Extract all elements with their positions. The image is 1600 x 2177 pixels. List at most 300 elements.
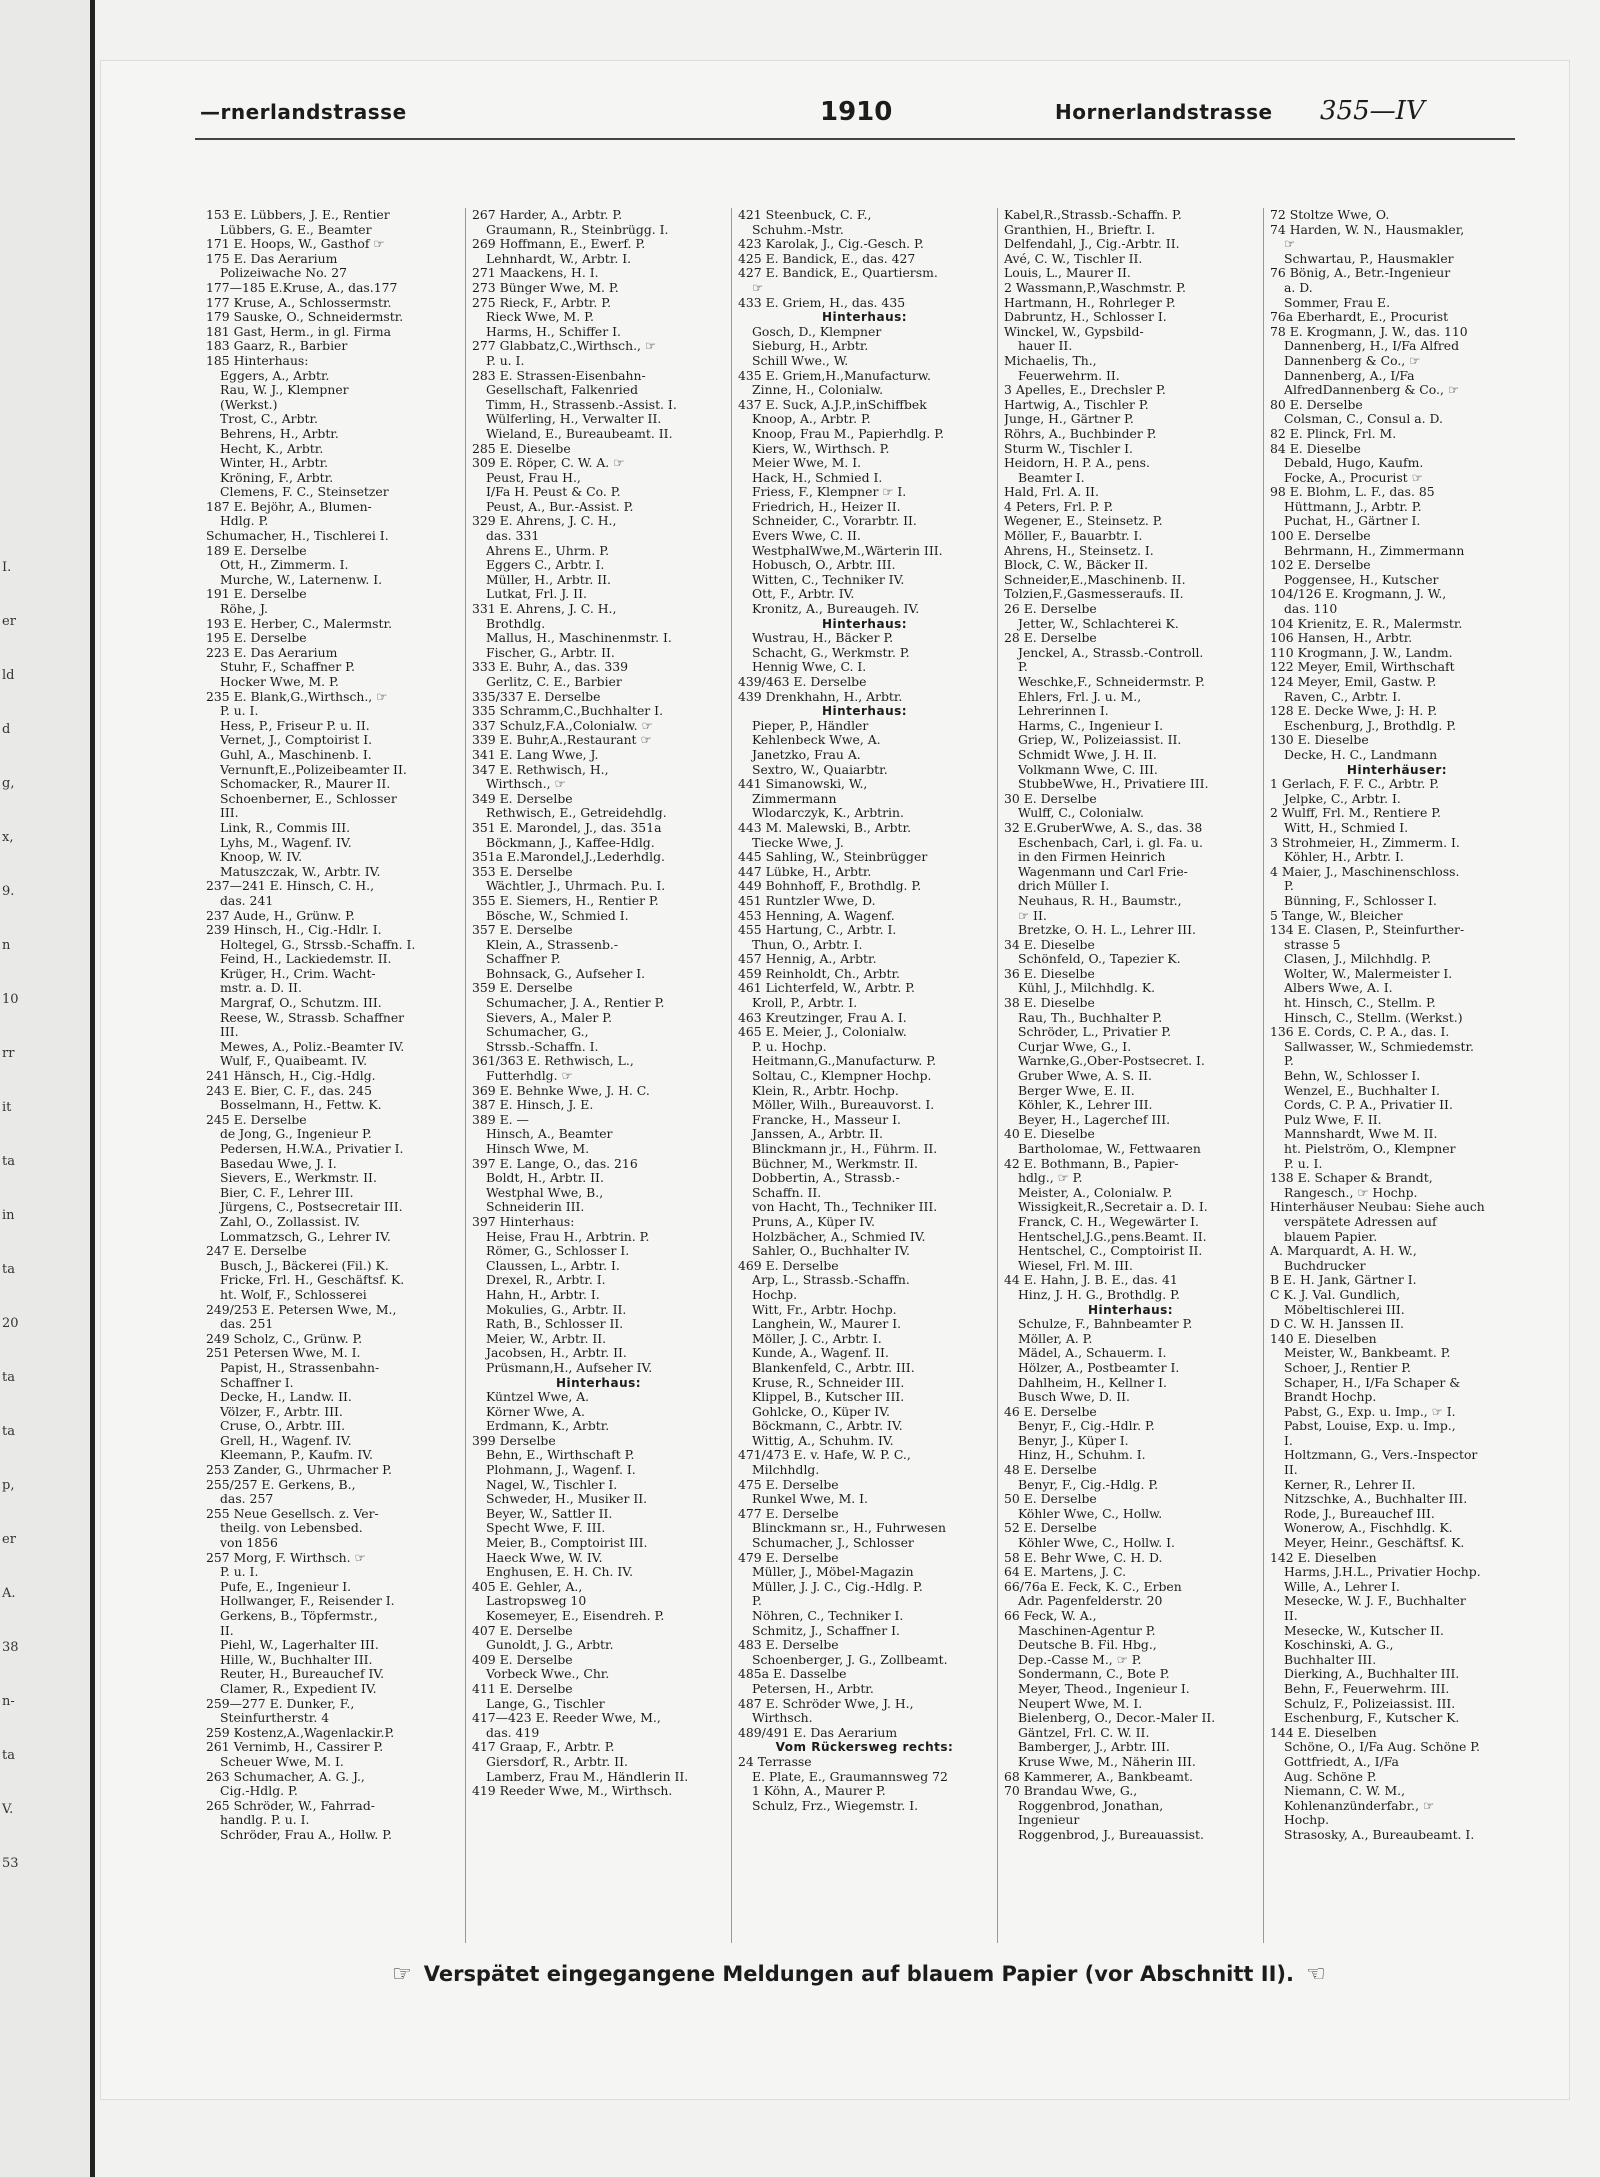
directory-entry: 409 E. Derselbe (472, 1652, 573, 1667)
directory-entry: Kohlenanzünderfabr., ☞ (1284, 1798, 1435, 1813)
directory-entry: Rath, B., Schlosser II. (486, 1317, 624, 1332)
directory-entry: Meister, A., Colonialw. P. (1018, 1185, 1173, 1200)
directory-entry: 443 M. Malewski, B., Arbtr. (738, 820, 912, 835)
directory-entry: Witt, Fr., Arbtr. Hochp. (752, 1302, 897, 1317)
directory-entry: 273 Bünger Wwe, M. P. (472, 280, 619, 295)
directory-entry: Rau, W. J., Klempner (220, 383, 349, 398)
directory-entry: Schneider,E.,Maschinenb. II. (1004, 572, 1186, 587)
directory-entry: Holzbächer, A., Schmied IV. (752, 1229, 926, 1244)
directory-entry: Pabst, Louise, Exp. u. Imp., (1284, 1419, 1456, 1434)
directory-entry: Zahl, O., Zollassist. IV. (220, 1214, 360, 1229)
directory-entry: Schweder, H., Musiker II. (486, 1492, 648, 1507)
directory-entry: 247 E. Derselbe (206, 1244, 307, 1259)
directory-entry: handlg. P. u. I. (220, 1813, 310, 1828)
directory-entry: Meier, W., Arbtr. II. (486, 1331, 607, 1346)
directory-entry: Hennig Wwe, C. I. (752, 660, 867, 675)
directory-entry: Strssb.-Schaffn. I. (486, 1039, 599, 1054)
directory-entry: de Jong, G., Ingenieur P. (220, 1127, 372, 1142)
directory-entry: 70 Brandau Wwe, G., (1004, 1784, 1138, 1799)
directory-entry: Eggers, A., Arbtr. (220, 368, 330, 383)
directory-entry: Möller, Wilh., Bureauvorst. I. (752, 1098, 935, 1113)
directory-entry: Neupert Wwe, M. I. (1018, 1696, 1143, 1711)
directory-entry: Sommer, Frau E. (1284, 295, 1391, 310)
directory-entry: Arp, L., Strassb.-Schaffn. (752, 1273, 910, 1288)
directory-entry: 277 Glabbatz,C.,Wirthsch., ☞ (472, 339, 657, 354)
directory-entry: Hocker Wwe, M. P. (220, 675, 339, 689)
page-header (100, 96, 1540, 136)
directory-entry: Warnke,G.,Ober-Postsecret. I. (1018, 1054, 1205, 1069)
directory-entry: Cruse, O., Arbtr. III. (220, 1419, 346, 1434)
directory-entry: 175 E. Das Aerarium (206, 251, 338, 266)
directory-entry: 427 E. Bandick, E., Quartiersm. (738, 266, 938, 281)
directory-entry: Müller, H., Arbtr. II. (486, 572, 611, 587)
directory-entry: 463 Kreutzinger, Frau A. I. (738, 1010, 907, 1025)
edge-fragment: n- (2, 1694, 15, 1709)
directory-entry: Küntzel Wwe, A. (486, 1390, 590, 1405)
directory-entry: 353 E. Derselbe (472, 864, 573, 879)
street-name-right: Hornerlandstrasse (1055, 100, 1273, 124)
directory-entry: Nitzschke, A., Buchhalter III. (1284, 1492, 1468, 1507)
directory-entry: Friess, F., Klempner ☞ I. (752, 485, 907, 500)
directory-entry: 239 Hinsch, H., Cig.-Hdlr. I. (206, 923, 382, 938)
directory-entry: Lübbers, G. E., Beamter (220, 222, 372, 237)
pointing-hand-left-icon: ☜ (1305, 1962, 1326, 1987)
directory-entry: Eggers C., Arbtr. I. (486, 558, 605, 573)
edge-fragment: 20 (2, 1316, 19, 1331)
directory-entry: 249 Scholz, C., Grünw. P. (206, 1331, 363, 1346)
directory-entry: Hess, P., Friseur P. u. II. (220, 718, 370, 733)
directory-entry: Blinckmann sr., H., Fuhrwesen (752, 1521, 946, 1536)
directory-entry: Roggenbrod, J., Bureauassist. (1018, 1827, 1204, 1842)
directory-entry: Völzer, F., Arbtr. III. (220, 1404, 343, 1419)
directory-entry: 269 Hoffmann, E., Ewerf. P. (472, 237, 646, 252)
directory-entry: 38 E. Dieselbe (1004, 996, 1095, 1011)
directory-entry: 275 Rieck, F., Arbtr. P. (472, 295, 612, 310)
directory-entry: ht. Hinsch, C., Stellm. P. (1284, 996, 1436, 1011)
directory-entry: Wissigkeit,R.,Secretair a. D. I. (1018, 1200, 1208, 1215)
directory-entry: Clemens, F. C., Steinsetzer (220, 485, 389, 500)
directory-entry: 389 E. — (472, 1112, 529, 1127)
directory-entry: Rangesch., ☞ Hochp. (1284, 1185, 1418, 1200)
directory-entry: das. 251 (220, 1317, 274, 1332)
directory-entry: von Hacht, Th., Techniker III. (752, 1200, 938, 1215)
directory-entry: 223 E. Das Aerarium (206, 645, 338, 660)
directory-entry: 435 E. Griem,H.,Manufacturw. (738, 368, 931, 383)
directory-entry: Schulz, F., Polizeiassist. III. (1284, 1696, 1456, 1711)
directory-entry: Enghusen, E. H. Ch. IV. (486, 1565, 634, 1580)
directory-entry: 237—241 E. Hinsch, C. H., (206, 879, 375, 894)
header-rule (195, 138, 1515, 140)
directory-entry: Block, C. W., Bäcker II. (1004, 558, 1149, 573)
directory-entry: Behn, F., Feuerwehrm. III. (1284, 1681, 1450, 1696)
directory-entry: Bielenberg, O., Decor.-Maler II. (1018, 1711, 1216, 1726)
directory-entry: 441 Simanowski, W., (738, 777, 868, 792)
directory-entry: Ingenieur (1018, 1813, 1080, 1828)
directory-entry: 48 E. Derselbe (1004, 1463, 1097, 1478)
directory-entry: Röhrs, A., Buchbinder P. (1004, 426, 1157, 441)
directory-entry: Sievers, E., Werkmstr. II. (220, 1171, 377, 1186)
directory-entry: Dierking, A., Buchhalter III. (1284, 1667, 1460, 1682)
directory-entry: Dannenberg, H., I/Fa Alfred (1284, 339, 1460, 354)
directory-entry: Krüger, H., Crim. Wacht- (220, 966, 376, 981)
directory-entry: 425 E. Bandick, E., das. 427 (738, 251, 916, 266)
directory-entry: 26 E. Derselbe (1004, 602, 1097, 617)
directory-entry: 489/491 E. Das Aerarium (738, 1725, 898, 1740)
directory-entry: ☞ (752, 280, 764, 295)
directory-entry: Eschenburg, J., Brothdlg. P. (1284, 718, 1457, 733)
directory-entry: Murche, W., Laternenw. I. (220, 572, 383, 587)
directory-entry: Piehl, W., Lagerhalter III. (220, 1638, 379, 1653)
directory-entry: Futterhdlg. ☞ (486, 1069, 573, 1084)
directory-entry: Pufe, E., Ingenieur I. (220, 1579, 352, 1594)
directory-entry: Mannshardt, Wwe M. II. (1284, 1127, 1438, 1142)
directory-entry: 341 E. Lang Wwe, J. (472, 747, 599, 762)
directory-entry: Schulz, Frz., Wiegemstr. I. (752, 1798, 919, 1813)
directory-entry: Knoop, Frau M., Papierhdlg. P. (752, 426, 945, 441)
directory-entry: Hack, H., Schmied I. (752, 470, 883, 485)
directory-entry: 259—277 E. Dunker, F., (206, 1696, 355, 1711)
directory-entry: 185 Hinterhaus: (206, 353, 309, 368)
directory-entry: Behrens, H., Arbtr. (220, 426, 339, 441)
directory-entry: Müller, J. J. C., Cig.-Hdlg. P. (752, 1579, 923, 1594)
directory-entry: Römer, G., Schlosser I. (486, 1244, 630, 1259)
directory-entry: 469 E. Derselbe (738, 1258, 839, 1273)
directory-entry: Eschenbach, Carl, i. gl. Fa. u. (1018, 835, 1203, 850)
directory-entry: Bier, C. F., Lehrer III. (220, 1185, 354, 1200)
directory-entry: 255/257 E. Gerkens, B., (206, 1477, 356, 1492)
directory-entry: Langhein, W., Maurer I. (752, 1317, 902, 1332)
directory-entry: Fischer, G., Arbtr. II. (486, 645, 615, 660)
directory-entry: 122 Meyer, Emil, Wirthschaft (1270, 660, 1455, 675)
directory-entry: 138 E. Schaper & Brandt, (1270, 1171, 1433, 1186)
directory-entry: Sallwasser, W., Schmiedemstr. (1284, 1039, 1474, 1054)
directory-entry: 134 E. Clasen, P., Steinfurther- (1270, 923, 1465, 938)
directory-entry: Delfendahl, J., Cig.-Arbtr. II. (1004, 237, 1180, 252)
directory-entry: A. Marquardt, A. H. W., (1270, 1244, 1417, 1259)
directory-entry: 183 Gaarz, R., Barbier (206, 339, 348, 354)
directory-entry: Lommatzsch, G., Lehrer IV. (220, 1229, 391, 1244)
directory-entry: Schuhm.-Mstr. (752, 222, 844, 237)
directory-entry: Hölzer, A., Postbeamter I. (1018, 1360, 1180, 1375)
edge-fragment: g, (2, 776, 15, 791)
directory-entry: Hochp. (1284, 1813, 1330, 1828)
directory-entry: Wustrau, H., Bäcker P. (752, 631, 894, 646)
directory-entry: Köhler, H., Arbtr. I. (1284, 850, 1404, 865)
directory-entry: Schaffner I. (220, 1375, 294, 1390)
directory-entry: 241 Hänsch, H., Cig.-Hdlg. (206, 1069, 376, 1084)
directory-entry: Ehlers, Frl. J. u. M., (1018, 689, 1142, 704)
directory-entry: 329 E. Ahrens, J. C. H., (472, 514, 617, 529)
directory-entry: 335/337 E. Derselbe (472, 689, 601, 704)
edge-fragment: ta (2, 1424, 15, 1439)
directory-entry: Schulze, F., Bahnbeamter P. (1018, 1317, 1193, 1332)
directory-entry: Wächtler, J., Uhrmach. P.u. I. (486, 879, 666, 894)
directory-entry: (Werkst.) (220, 397, 278, 412)
directory-entry: Wieland, E., Bureaubeamt. II. (486, 426, 673, 441)
directory-entry: Schacht, G., Werkmstr. P. (752, 645, 910, 660)
directory-entry: 261 Vernimb, H., Cassirer P. (206, 1740, 384, 1755)
directory-entry: Wolter, W., Malermeister I. (1284, 966, 1453, 981)
directory-entry: Papist, H., Strassenbahn- (220, 1360, 380, 1375)
directory-entry: Kunde, A., Wagenf. II. (752, 1346, 889, 1361)
directory-entry: 4 Maier, J., Maschinenschloss. (1270, 864, 1460, 879)
directory-entry: Wonerow, A., Fischhdlg. K. (1284, 1521, 1453, 1536)
directory-entry: Hinz, J. H. G., Brothdlg. P. (1018, 1287, 1180, 1302)
directory-entry: Tiecke Wwe, J. (752, 835, 844, 850)
directory-entry: 285 E. Dieselbe (472, 441, 571, 456)
directory-entry: 479 E. Derselbe (738, 1550, 839, 1565)
directory-entry: Wulf, F., Quaibeamt. IV. (220, 1054, 368, 1069)
directory-entry: Colsman, C., Consul a. D. (1284, 412, 1443, 427)
directory-entry: Dannenberg, A., I/Fa (1284, 368, 1415, 383)
directory-entry: Hobusch, O., Arbtr. III. (752, 558, 896, 573)
directory-entry: blauem Papier. (1284, 1229, 1378, 1244)
directory-entry: Gäntzel, Frl. C. W. II. (1018, 1725, 1150, 1740)
directory-entry: Kröning, F., Arbtr. (220, 470, 334, 485)
directory-entry: Vernunft,E.,Polizeibeamter II. (220, 762, 407, 777)
directory-entry: 3 Strohmeier, H., Zimmerm. I. (1270, 835, 1460, 850)
directory-entry: Schoenberger, J. G., Zollbeamt. (752, 1652, 948, 1667)
directory-entry: Specht Wwe, F. III. (486, 1521, 606, 1536)
directory-entry: Winter, H., Arbtr. (220, 456, 329, 471)
directory-entry: Schill Wwe., W. (752, 353, 849, 368)
directory-entry: Feuerwehrm. II. (1018, 368, 1120, 383)
directory-entry: 187 E. Bejöhr, A., Blumen- (206, 499, 372, 514)
directory-entry: 189 E. Derselbe (206, 543, 307, 558)
directory-entry: Kruse Wwe, M., Näherin III. (1018, 1754, 1196, 1769)
edge-fragment: er (2, 1532, 16, 1547)
directory-entry: Matuszczak, W., Arbtr. IV. (220, 864, 381, 879)
directory-entry: 82 E. Plinck, Frl. M. (1270, 426, 1397, 441)
directory-entry: Schmidt Wwe, J. H. II. (1018, 747, 1157, 762)
directory-entry: 36 E. Dieselbe (1004, 966, 1095, 981)
directory-entry: Claussen, L., Arbtr. I. (486, 1258, 620, 1273)
directory-entry: Röhe, J. (220, 602, 268, 617)
directory-entry: Pruns, A., Küper IV. (752, 1214, 875, 1229)
directory-entry: III. (220, 806, 239, 821)
directory-entry: das. 257 (220, 1492, 274, 1507)
directory-entry: Strasosky, A., Bureaubeamt. I. (1284, 1827, 1475, 1842)
directory-entry: Margraf, O., Schutzm. III. (220, 996, 382, 1011)
directory-entry: Janssen, A., Arbtr. II. (752, 1127, 883, 1142)
directory-entry: 24 Terrasse (738, 1754, 812, 1769)
directory-entry: Maschinen-Agentur P. (1018, 1623, 1156, 1638)
directory-entry: Pabst, G., Exp. u. Imp., ☞ I. (1284, 1404, 1456, 1419)
directory-entry: Clasen, J., Milchhdlg. P. (1284, 952, 1432, 967)
directory-entry: Beyer, W., Sattler II. (486, 1506, 613, 1521)
directory-entry: Meister, W., Bankbeamt. P. (1284, 1346, 1451, 1361)
directory-entry: 485a E. Dasselbe (738, 1667, 847, 1682)
directory-entry: Hinsch, C., Stellm. (Werkst.) (1284, 1010, 1463, 1025)
directory-entry: 102 E. Derselbe (1270, 558, 1371, 573)
directory-entry: mstr. a. D. II. (220, 981, 302, 996)
directory-entry: Wagenmann und Carl Frie- (1018, 864, 1188, 879)
directory-entry: 397 E. Lange, O., das. 216 (472, 1156, 638, 1171)
directory-entry: Heise, Frau H., Arbtrin. P. (486, 1229, 650, 1244)
directory-entry: Sieburg, H., Arbtr. (752, 339, 869, 354)
directory-entry: Erdmann, K., Arbtr. (486, 1419, 610, 1434)
directory-entry: Reese, W., Strassb. Schaffner (220, 1010, 405, 1025)
directory-entry: Klippel, B., Kutscher III. (752, 1390, 905, 1405)
column-3 (732, 208, 998, 1943)
directory-entry: 255 Neue Gesellsch. z. Ver- (206, 1506, 379, 1521)
column-4 (998, 208, 1264, 1943)
directory-entry: Schumacher, H., Tischlerei I. (206, 529, 389, 544)
directory-entry: 483 E. Derselbe (738, 1638, 839, 1653)
directory-entry: Möller, J. C., Arbtr. I. (752, 1331, 882, 1346)
directory-entry: Gerlitz, C. E., Barbier (486, 675, 622, 689)
directory-entry: 417—423 E. Reeder Wwe, M., (472, 1711, 661, 1726)
directory-entry: II. (220, 1623, 234, 1638)
directory-entry: Wille, A., Lehrer I. (1284, 1579, 1400, 1594)
directory-entry: Sextro, W., Quaiarbtr. (752, 762, 888, 777)
directory-entry: Cords, C. P. A., Privatier II. (1284, 1098, 1453, 1113)
directory-entry: das. 110 (1284, 602, 1338, 617)
directory-entry: Graumann, R., Steinbrügg. I. (486, 222, 669, 237)
directory-entry: Lyhs, M., Wagenf. IV. (220, 835, 352, 850)
directory-entry: Schröder, L., Privatier P. (1018, 1025, 1172, 1040)
directory-entry: 455 Hartung, C., Arbtr. I. (738, 923, 897, 938)
directory-entry: Gruber Wwe, A. S. II. (1018, 1069, 1152, 1084)
directory-entry: Wenzel, E., Buchhalter I. (1284, 1083, 1440, 1098)
directory-entry: 333 E. Buhr, A., das. 339 (472, 660, 628, 675)
directory-entry: Heitmann,G.,Manufacturw. P. (752, 1054, 937, 1069)
directory-entry: 335 Schramm,C.,Buchhalter I. (472, 704, 664, 719)
directory-entry: 309 E. Röper, C. W. A. ☞ (472, 456, 625, 471)
directory-entry: Ott, F., Arbtr. IV. (752, 587, 855, 602)
edge-fragment: er (2, 614, 16, 629)
directory-entry: theilg. von Lebensbed. (220, 1521, 363, 1536)
directory-entry: Benyr, J., Küper I. (1018, 1433, 1129, 1448)
directory-entry: Schoenberner, E., Schlosser (220, 791, 397, 806)
directory-entry: Meier, B., Comptoirist III. (486, 1536, 648, 1551)
directory-entry: Vorbeck Wwe., Chr. (486, 1667, 610, 1682)
directory-entry: Wittig, A., Schuhm. IV. (752, 1433, 894, 1448)
directory-entry: P. u. I. (220, 1565, 259, 1580)
directory-entry: 98 E. Blohm, L. F., das. 85 (1270, 485, 1435, 500)
directory-entry: 351 E. Marondel, J., das. 351a (472, 820, 662, 835)
directory-entry: 144 E. Dieselben (1270, 1725, 1377, 1740)
directory-entry: Schomacker, R., Maurer II. (220, 777, 391, 792)
directory-entry: Hartmann, H., Rohrleger P. (1004, 295, 1176, 310)
directory-entry: Lehrerinnen I. (1018, 704, 1109, 719)
directory-entry: 130 E. Dieselbe (1270, 733, 1369, 748)
directory-entry: 2 Wulff, Frl. M., Rentiere P. (1270, 806, 1441, 821)
directory-entry: Thun, O., Arbtr. I. (752, 937, 863, 952)
directory-entry: Gohlcke, O., Küper IV. (752, 1404, 890, 1419)
directory-entry: Wlodarczyk, K., Arbtrin. (752, 806, 904, 821)
directory-entry: 253 Zander, G., Uhrmacher P. (206, 1463, 392, 1478)
directory-entry: 439 Drenkhahn, H., Arbtr. (738, 689, 903, 704)
section-heading: Vom Rückersweg rechts: (775, 1740, 954, 1755)
edge-fragment: V. (2, 1802, 14, 1817)
directory-entry: Steinfurtherstr. 4 (220, 1711, 330, 1726)
directory-entry: 357 E. Derselbe (472, 923, 573, 938)
previous-page-edge (0, 0, 95, 2177)
directory-entry: 50 E. Derselbe (1004, 1492, 1097, 1507)
directory-entry: P. (1284, 879, 1294, 894)
edge-fragment: in (2, 1208, 15, 1223)
edge-fragment: x, (2, 830, 14, 845)
directory-entry: 42 E. Bothmann, B., Papier- (1004, 1156, 1179, 1171)
directory-entry: Wirthsch., ☞ (486, 777, 566, 792)
directory-entry: Mokulies, G., Arbtr. II. (486, 1302, 627, 1317)
directory-entry: Mesecke, W. J. F., Buchhalter (1284, 1594, 1466, 1609)
edge-fragment: ta (2, 1748, 15, 1763)
directory-entry: 142 E. Dieselben (1270, 1550, 1377, 1565)
directory-entry: Granthien, H., Brieftr. I. (1004, 222, 1156, 237)
directory-entry: Schmitz, J., Schaffner I. (752, 1623, 900, 1638)
directory-entry: Schröder, Frau A., Hollw. P. (220, 1827, 393, 1842)
edge-fragment: 53 (2, 1856, 19, 1871)
directory-entry: Hdlg. P. (220, 514, 269, 529)
directory-entry: Berger Wwe, E. II. (1018, 1083, 1135, 1098)
edge-fragment: d (2, 722, 11, 737)
directory-entry: I/Fa H. Peust & Co. P. (486, 485, 621, 500)
directory-entry: Giersdorf, R., Arbtr. II. (486, 1754, 628, 1769)
directory-entry: 459 Reinholdt, Ch., Arbtr. (738, 966, 900, 981)
directory-entry: Benyr, F., Cig.-Hdlg. P. (1018, 1477, 1159, 1492)
directory-entry: P. u. I. (1284, 1156, 1323, 1171)
directory-entry: ht. Wolf, F., Schlosserei (220, 1287, 367, 1302)
directory-entry: Trost, C., Arbtr. (220, 412, 318, 427)
directory-entry: Meyer, Theod., Ingenieur I. (1018, 1681, 1190, 1696)
directory-entry: 475 E. Derselbe (738, 1477, 839, 1492)
directory-entry: Puchat, H., Gärtner I. (1284, 514, 1421, 529)
directory-entry: Schaffner P. (486, 952, 561, 967)
directory-entry: Boldt, H., Arbtr. II. (486, 1171, 604, 1186)
directory-entry: 104 Krienitz, E. R., Malermstr. (1270, 616, 1463, 631)
directory-entry: Vernet, J., Comptoirist I. (220, 733, 373, 748)
directory-entry: Blinckmann jr., H., Führm. II. (752, 1142, 938, 1156)
directory-entry: Hinsch Wwe, M. (486, 1142, 590, 1156)
directory-entry: Gerkens, B., Töpfermstr., (220, 1609, 378, 1623)
directory-entry: 78 E. Krogmann, J. W., das. 110 (1270, 324, 1468, 339)
directory-entry: 84 E. Dieselbe (1270, 441, 1361, 456)
edge-fragment: 38 (2, 1640, 19, 1655)
directory-entry: Prüsmann,H., Aufseher IV. (486, 1360, 653, 1375)
directory-entry: Kerner, R., Lehrer II. (1284, 1477, 1416, 1492)
directory-entry: Möller, A. P. (1018, 1331, 1093, 1346)
directory-entry: ☞ II. (1018, 908, 1047, 923)
directory-entry: Hartwig, A., Tischler P. (1004, 397, 1149, 412)
directory-entry: Böckmann, J., Kaffee-Hdlg. (486, 835, 655, 850)
directory-entry: 487 E. Schröder Wwe, J. H., (738, 1696, 914, 1711)
directory-entry: 124 Meyer, Emil, Gastw. P. (1270, 675, 1437, 689)
directory-entry: Kühl, J., Milchhdlg. K. (1018, 981, 1156, 996)
footer-note (380, 1962, 1330, 1987)
directory-entry: 337 Schulz,F.A.,Colonialw. ☞ (472, 718, 653, 733)
directory-entry: Hecht, K., Arbtr. (220, 441, 324, 456)
directory-entry: Petersen, H., Arbtr. (752, 1681, 874, 1696)
directory-entry: Adr. Pagenfelderstr. 20 (1018, 1594, 1163, 1609)
directory-entry: P. u. Hochp. (752, 1039, 827, 1054)
directory-entry: Nöhren, C., Techniker I. (752, 1609, 904, 1623)
edge-fragment: A. (2, 1586, 16, 1601)
directory-entry: Möller, F., Bauarbtr. I. (1004, 529, 1143, 544)
directory-entry: 283 E. Strassen-Eisenbahn- (472, 368, 646, 383)
directory-entry: Link, R., Commis III. (220, 820, 351, 835)
edge-fragment: p, (2, 1478, 15, 1493)
directory-entry: Harms, C., Ingenieur I. (1018, 718, 1164, 733)
directory-entry: Heidorn, H. P. A., pens. (1004, 456, 1150, 471)
directory-entry: Guhl, A., Maschinenb. I. (220, 747, 372, 762)
page-number: 355—IV (1320, 96, 1425, 126)
directory-entry: Behn, E., Wirthschaft P. (486, 1448, 635, 1463)
directory-entry: Brothdlg. (486, 616, 546, 631)
directory-entry: 411 E. Derselbe (472, 1681, 573, 1696)
directory-entry: 128 E. Decke Wwe, J: H. P. (1270, 704, 1438, 719)
